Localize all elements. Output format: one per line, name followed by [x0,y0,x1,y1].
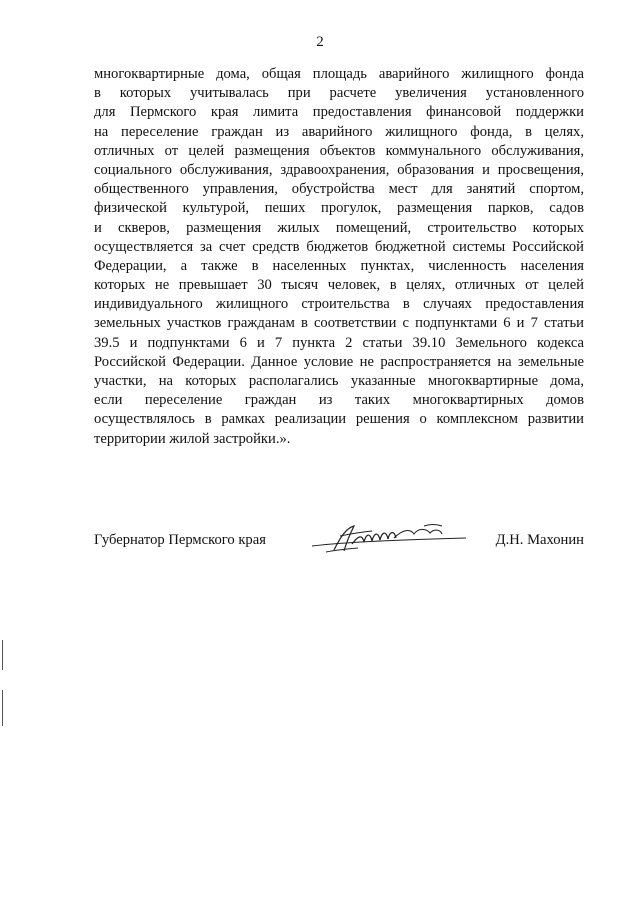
handwritten-signature [306,520,476,556]
body-paragraph [94,65,584,449]
paragraph-line: и скверов, размещения жилых помещений, строительство которых [94,219,584,236]
paragraph-line: осуществлялось в рамках реализации решения о комплексном развитии [94,411,584,428]
scan-margin-mark [2,690,3,726]
paragraph-line: на переселение граждан из аварийного жилищного фонда, в целях, [94,123,584,140]
signature-block [94,520,584,560]
paragraph-line: отличных от целей размещения объектов коммунального обслуживания, [94,142,584,159]
paragraph-line: многоквартирные дома, общая площадь аварийного жилищного фонда [94,66,584,82]
signer-title: Губернатор Пермского края [94,532,266,548]
paragraph-line: участки, на которых располагались указанные многоквартирные дома, [94,373,584,389]
paragraph-line: если переселение граждан из таких многоквартирных домов [94,392,584,409]
paragraph-line-last: территории жилой застройки.». [94,430,291,447]
paragraph-line: Российской Федерации. Данное условие не распространяется на земельные [94,353,584,370]
paragraph-line: Федерации, а также в населенных пунктах, численность населения [94,257,584,274]
paragraph-line: в которых учитывалась при расчете увеличения установленного [94,85,584,102]
paragraph-line: общественного управления, обустройства мест для занятий спортом, [94,181,584,198]
paragraph-line: земельных участков гражданам в соответствии с подпунктами 6 и 7 статьи [94,315,584,332]
scan-margin-mark [2,640,3,670]
paragraph-line: физической культурой, пеших прогулок, размещения парков, садов [94,200,584,217]
paragraph-line: осуществляется за счет средств бюджетов бюджетной системы Российской [94,238,584,255]
paragraph-line: которых не превышает 30 тысяч человек, в целях, отличных от целей [94,277,584,294]
page-number: 2 [316,34,324,50]
signer-name: Д.Н. Махонин [495,532,584,548]
paragraph-line: для Пермского края лимита предоставления финансовой поддержки [94,104,584,121]
paragraph-line: 39.5 и подпунктами 6 и 7 пункта 2 статьи 39.10 Земельного кодекса [94,334,584,351]
paragraph-line: индивидуального жилищного строительства в случаях предоставления [94,296,584,313]
paragraph-line: социального обслуживания, здравоохранения, образования и просвещения, [94,161,584,178]
